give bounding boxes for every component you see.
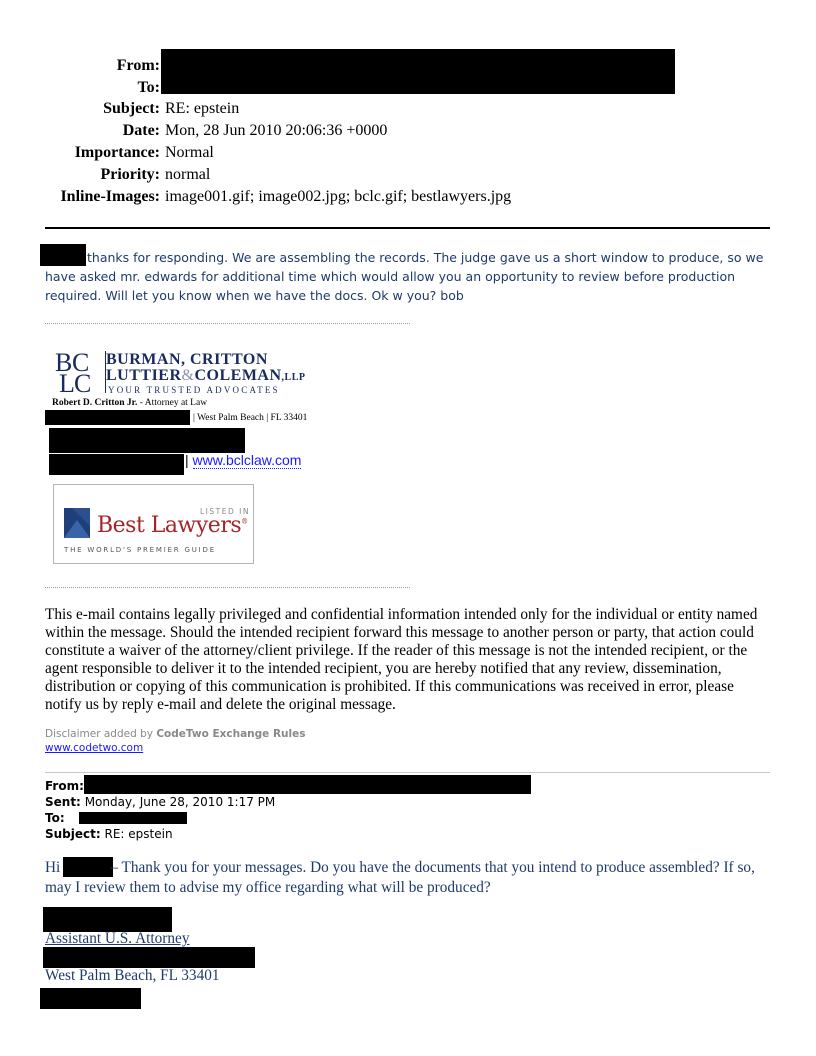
quoted-sent: Sent: Monday, June 28, 2010 1:17 PM xyxy=(45,795,276,809)
signature-divider-top xyxy=(45,323,410,324)
from-label: From: xyxy=(116,57,160,74)
firm-name-line1: BURMAN, CRITTON xyxy=(106,351,268,368)
codetwo-link[interactable]: www.codetwo.com xyxy=(45,742,144,754)
message-body xyxy=(45,248,770,305)
sender-city: West Palm Beach, FL 33401 xyxy=(45,967,220,984)
website-link[interactable]: www.bclclaw.com xyxy=(192,452,302,468)
attorney-line: Robert D. Critton Jr. - Attorney at Law xyxy=(52,398,208,408)
sender-title: Assistant U.S. Attorney xyxy=(45,930,190,947)
redaction-email xyxy=(49,454,184,475)
priority-label: Priority: xyxy=(100,166,160,183)
quoted-to: To: xyxy=(45,811,65,825)
inline-images-value: image001.gif; image002.jpg; bclc.gif; bestlawyers.jpg xyxy=(165,188,512,205)
redaction-quoted-from xyxy=(84,775,531,794)
redaction-sender-address xyxy=(43,947,255,968)
inline-images-label: Inline-Images: xyxy=(60,188,160,205)
subject-label: Subject: xyxy=(103,100,160,117)
best-lawyers-title: Best Lawyers® xyxy=(97,513,248,538)
redaction-from-to xyxy=(161,49,675,94)
bclc-logo-icon xyxy=(55,349,103,393)
best-lawyers-badge xyxy=(53,484,254,564)
signature-divider-bottom xyxy=(45,587,410,588)
firm-address: | West Palm Beach | FL 33401 xyxy=(193,413,308,423)
best-lawyers-guide: THE WORLD'S PREMIER GUIDE xyxy=(64,546,216,554)
date-value: Mon, 28 Jun 2010 20:06:36 +0000 xyxy=(165,122,388,139)
quoted-divider xyxy=(45,772,770,773)
header-divider xyxy=(45,227,770,229)
codetwo-note: Disclaimer added by CodeTwo Exchange Rules xyxy=(45,728,306,740)
priority-value: normal xyxy=(165,166,211,183)
message-body-text: thanks for responding. We are assembling the records. The judge gave us a short window to produce, so we have asked mr. edwards for additional time which would allow you an opportunity to review before production required. Will let you know when we have the docs. Ok w you? bob xyxy=(45,250,764,303)
redaction-quoted-to xyxy=(79,812,187,824)
date-label: Date: xyxy=(122,122,160,139)
quoted-from: From: xyxy=(45,779,84,793)
redaction-sender-phone xyxy=(40,988,141,1009)
svg-text:L: L xyxy=(59,369,75,393)
confidentiality-disclaimer: This e-mail contains legally privileged and confidential information intended only for the individual or entity named within the message. Should the intended recipient forward this message to another person or party, that action could constitute a waiver of the attorney/client privilege. If the reader of this message is not the intended recipient, or the agent responsible to deliver it to the intended recipient, you are hereby notified that any review, dissemination, distribution or copying of this communication is prohibited. If this communications was received in error, please notify us by reply e-mail and delete the original message. xyxy=(45,606,758,713)
firm-name-line2: LUTTIER&COLEMAN,LLP xyxy=(106,367,306,384)
quoted-body: Hi – Thank you for your messages. Do you have the documents that you intend to produce assembled? If so, may I review them to advise my office regarding what will be produced? xyxy=(45,859,755,896)
to-label: To: xyxy=(137,79,160,96)
svg-text:C: C xyxy=(74,369,92,393)
importance-value: Normal xyxy=(165,144,214,161)
redaction-phone xyxy=(49,428,245,453)
subject-value: RE: epstein xyxy=(165,100,240,117)
best-lawyers-listed-in: LISTED IN xyxy=(200,507,250,516)
codetwo-link-line xyxy=(45,742,143,754)
redaction-street xyxy=(45,410,190,425)
quoted-subject: Subject: RE: epstein xyxy=(45,827,173,841)
firm-website: | www.bclclaw.com xyxy=(185,452,302,468)
firm-tagline: YOUR TRUSTED ADVOCATES xyxy=(108,385,280,395)
svg-text:C: C xyxy=(72,349,90,377)
best-lawyers-flag-icon xyxy=(64,508,90,538)
importance-label: Importance: xyxy=(74,144,160,161)
svg-text:B: B xyxy=(55,349,73,377)
redaction-sender-name xyxy=(43,907,172,932)
